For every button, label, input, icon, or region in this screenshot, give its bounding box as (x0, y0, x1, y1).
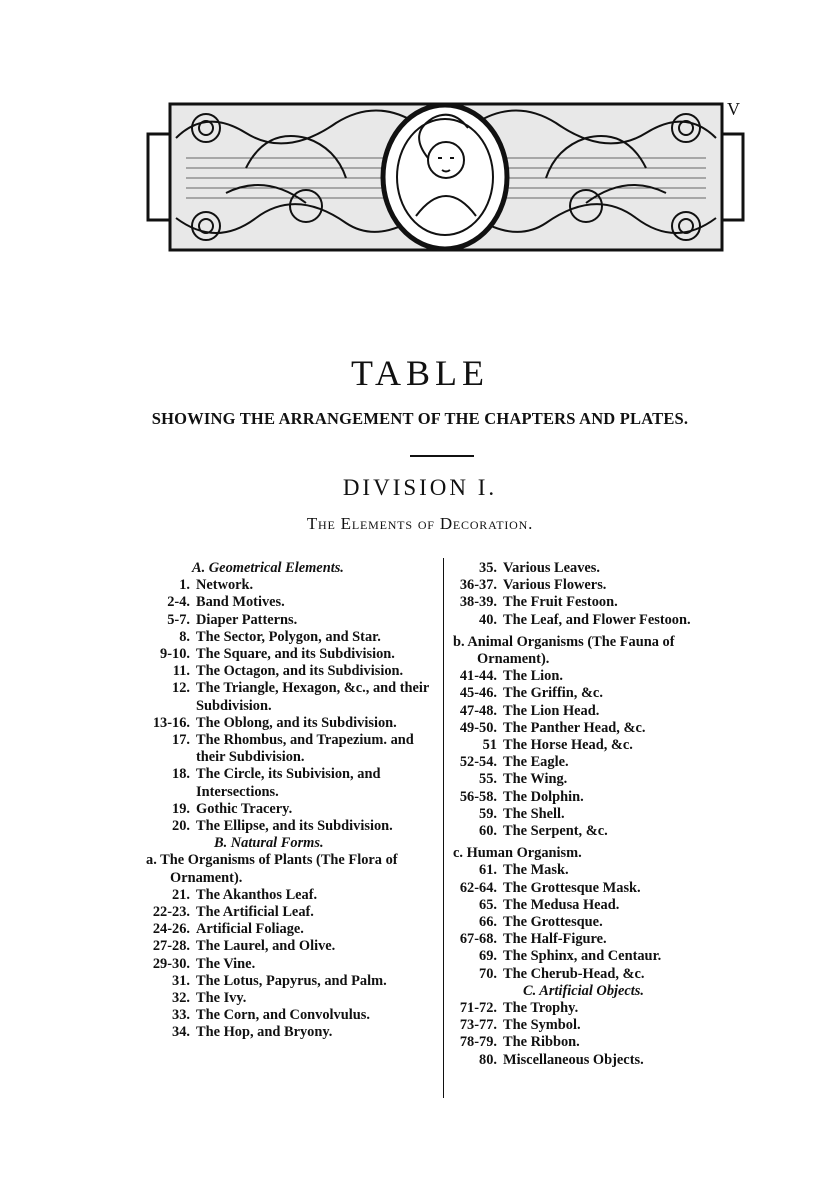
right-column (453, 560, 743, 1069)
heading-natural: B. Natural Forms. (214, 835, 324, 852)
plate-title: Miscellaneous Objects. (503, 1051, 644, 1068)
table-entry (453, 880, 743, 897)
plate-title: The Octagon, and its Subdivision. (196, 663, 404, 680)
plate-number: 34. (172, 1024, 190, 1041)
plate-title: The Medusa Head. (503, 896, 620, 913)
table-entry (453, 914, 743, 931)
table-entry (453, 754, 743, 771)
plate-title: The Serpent, &c. (503, 823, 608, 840)
plate-number: 73-77. (459, 1017, 497, 1034)
plate-number: 61. (479, 862, 497, 879)
plate-number: 66. (479, 914, 497, 931)
table-entry (146, 612, 436, 629)
table-entry (146, 715, 436, 732)
plate-title: The Dolphin. (503, 788, 584, 805)
plate-number: 59. (479, 805, 497, 822)
table-entry (146, 646, 436, 663)
table-entry (146, 904, 436, 921)
plate-title: The Square, and its Subdivision. (196, 646, 395, 663)
plate-title: The Leaf, and Flower Festoon. (503, 611, 691, 628)
plate-number: 55. (479, 771, 497, 788)
subheading-plants: a. The Organisms of Plants (The Flora of Ornament). (146, 852, 398, 886)
table-entry (453, 862, 743, 879)
table-entry (453, 1052, 743, 1069)
entry-list (453, 668, 743, 840)
plate-number: 51 (482, 737, 497, 754)
plate-number: 8. (179, 628, 190, 645)
plate-number: 21. (172, 886, 190, 903)
table-entry (453, 720, 743, 737)
subheading-animals: b. Animal Organisms (The Fauna of Ornament). (453, 633, 675, 668)
plate-title: The Hop, and Bryony. (196, 1024, 333, 1041)
table-entry (146, 801, 436, 818)
table-entry (146, 921, 436, 938)
heading-artificial: C. Artificial Objects. (523, 982, 644, 999)
plate-title: Network. (196, 577, 254, 594)
plate-number: 32. (172, 990, 190, 1007)
plate-number: 52-54. (459, 754, 497, 771)
table-entry (146, 577, 436, 594)
table-entry (453, 594, 743, 611)
page-subtitle: SHOWING THE ARRANGEMENT OF THE CHAPTERS AND PLATES. (151, 409, 689, 428)
table-entry (453, 612, 743, 629)
table-entry (146, 1024, 436, 1041)
table-entry (453, 1017, 743, 1034)
plate-title: The Grottesque Mask. (503, 879, 641, 896)
plate-number: 69. (479, 948, 497, 965)
plate-number: 47-48. (459, 702, 497, 719)
plate-title: The Shell. (503, 805, 565, 822)
plate-number: 5-7. (167, 611, 190, 628)
entry-list (453, 1000, 743, 1069)
plate-title: The Triangle, Hexagon, &c., and their Subdivision. (196, 680, 430, 714)
plate-number: 70. (479, 965, 497, 982)
plate-number: 1. (179, 577, 190, 594)
plate-title: The Sphinx, and Centaur. (503, 948, 662, 965)
plate-title: The Ribbon. (503, 1034, 580, 1051)
plate-title: Artificial Foliage. (196, 921, 304, 938)
heading-geometrical: A. Geometrical Elements. (192, 560, 344, 576)
table-entry (146, 766, 436, 800)
entry-list (146, 577, 436, 835)
plate-title: The Mask. (503, 862, 569, 879)
table-entry (453, 560, 743, 577)
plate-number: 67-68. (459, 931, 497, 948)
table-entry (146, 663, 436, 680)
plate-number: 22-23. (152, 904, 190, 921)
plate-title: The Wing. (503, 771, 568, 788)
plate-title: The Grottesque. (503, 914, 603, 931)
plate-number: 71-72. (459, 1000, 497, 1017)
plate-title: Gothic Tracery. (196, 800, 293, 817)
plate-number: 60. (479, 823, 497, 840)
ornamental-headpiece-icon (146, 98, 745, 256)
plate-title: Diaper Patterns. (196, 611, 298, 628)
table-entry (453, 931, 743, 948)
table-entry (146, 990, 436, 1007)
table-entry (453, 806, 743, 823)
table-entry (146, 680, 436, 714)
page-title: TABLE (350, 353, 490, 393)
table-entry (453, 823, 743, 840)
table-entry (453, 737, 743, 754)
table-entry (453, 668, 743, 685)
plate-title: The Ellipse, and its Subdivision. (196, 818, 393, 835)
plate-number: 78-79. (459, 1034, 497, 1051)
plate-title: The Lotus, Papyrus, and Palm. (196, 972, 387, 989)
plate-title: The Panther Head, &c. (503, 719, 646, 736)
table-entry (146, 629, 436, 646)
plate-number: 19. (172, 800, 190, 817)
plate-number: 27-28. (152, 938, 190, 955)
table-entry (453, 577, 743, 594)
plate-title: The Rhombus, and Trapezium. and their Subdivision. (196, 732, 414, 766)
plate-number: 13-16. (152, 714, 190, 731)
plate-title: The Ivy. (196, 990, 247, 1007)
plate-number: 11. (172, 663, 190, 680)
plate-number: 33. (172, 1007, 190, 1024)
division-heading: DIVISION I. (342, 475, 498, 500)
table-entry (453, 771, 743, 788)
table-entry (453, 948, 743, 965)
section-title: The Elements of Decoration. (306, 514, 534, 533)
plate-title: The Akanthos Leaf. (196, 886, 318, 903)
table-entry (146, 732, 436, 766)
table-entry (453, 966, 743, 983)
table-entry (146, 938, 436, 955)
plate-number: 2-4. (167, 594, 190, 611)
entry-list (453, 560, 743, 629)
column-divider (443, 558, 444, 1098)
table-entry (146, 887, 436, 904)
plate-number: 49-50. (459, 719, 497, 736)
plate-title: The Symbol. (503, 1017, 581, 1034)
plate-number: 9-10. (160, 646, 190, 663)
plate-number: 45-46. (459, 685, 497, 702)
plate-number: 35. (479, 560, 497, 576)
plate-number: 17. (172, 732, 190, 749)
plate-number: 20. (172, 818, 190, 835)
plate-number: 80. (479, 1051, 497, 1068)
plate-number: 36-37. (459, 577, 497, 594)
table-entry (453, 789, 743, 806)
plate-title: The Cherub-Head, &c. (503, 965, 645, 982)
plate-number: 41-44. (459, 668, 497, 685)
entry-list (453, 862, 743, 982)
table-entry (146, 973, 436, 990)
plate-number: 38-39. (459, 594, 497, 611)
left-column (146, 560, 436, 1042)
table-entry (453, 897, 743, 914)
plate-title: The Corn, and Convolvulus. (196, 1007, 370, 1024)
plate-number: 40. (479, 611, 497, 628)
plate-title: The Circle, its Subivision, and Intersections. (196, 766, 381, 800)
table-entry (453, 1000, 743, 1017)
plate-number: 56-58. (459, 788, 497, 805)
table-entry (146, 818, 436, 835)
divider-rule (410, 455, 474, 457)
table-entry (146, 956, 436, 973)
subheading-human: c. Human Organism. (453, 845, 582, 862)
table-entry (453, 1034, 743, 1051)
plate-title: The Horse Head, &c. (503, 737, 633, 754)
plate-number: 12. (172, 680, 190, 697)
plate-title: The Lion. (503, 668, 563, 685)
plate-title: The Oblong, and its Subdivision. (196, 714, 397, 731)
plate-title: The Lion Head. (503, 702, 600, 719)
plate-title: The Griffin, &c. (503, 685, 603, 702)
table-entry (146, 594, 436, 611)
plate-number: 18. (172, 766, 190, 783)
plate-title: The Artificial Leaf. (196, 904, 314, 921)
plate-title: The Laurel, and Olive. (196, 938, 336, 955)
page-number: V (727, 99, 740, 119)
plate-title: The Vine. (196, 955, 256, 972)
plate-title: Various Leaves. (503, 560, 601, 576)
plate-number: 29-30. (152, 955, 190, 972)
plate-title: The Half-Figure. (503, 931, 607, 948)
entry-list (146, 887, 436, 1042)
plate-title: Band Motives. (196, 594, 285, 611)
plate-number: 24-26. (152, 921, 190, 938)
table-entry (453, 685, 743, 702)
table-entry (146, 1007, 436, 1024)
plate-title: Various Flowers. (503, 577, 607, 594)
plate-title: The Eagle. (503, 754, 569, 771)
table-entry (453, 703, 743, 720)
plate-number: 62-64. (459, 879, 497, 896)
plate-number: 65. (479, 896, 497, 913)
plate-title: The Sector, Polygon, and Star. (196, 628, 381, 645)
plate-number: 31. (172, 972, 190, 989)
plate-title: The Trophy. (503, 1000, 579, 1017)
plate-title: The Fruit Festoon. (503, 594, 618, 611)
